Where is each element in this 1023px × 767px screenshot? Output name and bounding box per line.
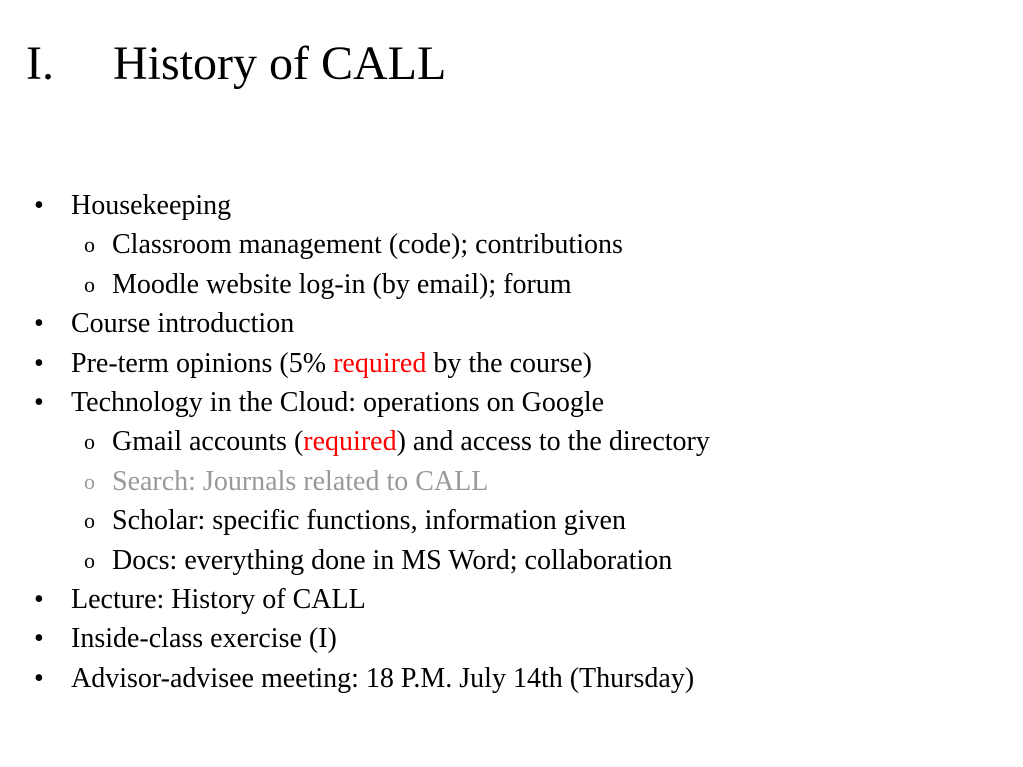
text-run: Course introduction xyxy=(71,308,295,340)
bullet-marker: • xyxy=(34,583,44,615)
emphasis-text: required xyxy=(303,426,397,458)
text-run: ) and access to the directory xyxy=(396,426,710,458)
bullet-item xyxy=(0,580,1023,619)
bullet-item xyxy=(0,659,1023,698)
item-text xyxy=(112,541,672,580)
title-text: History of CALL xyxy=(113,37,447,90)
text-run: Technology in the Cloud: operations on Google xyxy=(71,386,605,418)
sub-bullet-item xyxy=(0,225,1023,264)
item-text xyxy=(71,659,694,698)
agenda-list xyxy=(0,186,1023,698)
sub-bullet-marker: o xyxy=(84,429,95,455)
item-text xyxy=(71,304,294,343)
sub-bullet-item xyxy=(0,541,1023,580)
text-run: Search: Journals related to CALL xyxy=(112,465,489,497)
bullet-marker: • xyxy=(34,623,44,655)
item-text xyxy=(71,383,604,422)
sub-bullet-marker: o xyxy=(84,232,95,258)
item-text xyxy=(112,265,572,304)
sub-bullet-item xyxy=(0,462,1023,501)
bullet-marker: • xyxy=(34,308,44,340)
item-text xyxy=(71,344,592,383)
text-run: Inside-class exercise (I) xyxy=(71,623,337,655)
text-run: Classroom management (code); contributions xyxy=(112,229,623,261)
item-text xyxy=(71,619,337,658)
title-number: I. xyxy=(26,37,54,90)
text-run: Housekeeping xyxy=(71,190,232,221)
text-run: Lecture: History of CALL xyxy=(71,583,366,615)
bullet-item xyxy=(0,383,1023,422)
text-run: Scholar: specific functions, information given xyxy=(112,505,626,537)
bullet-marker: • xyxy=(34,190,44,221)
slide-title xyxy=(26,34,446,94)
bullet-item xyxy=(0,186,1023,225)
text-run: Pre-term opinions (5% xyxy=(71,347,334,379)
bullet-item xyxy=(0,304,1023,343)
item-text xyxy=(112,462,488,501)
sub-bullet-item xyxy=(0,501,1023,540)
text-run: Advisor-advisee meeting: 18 P.M. July 14th (Thursday) xyxy=(71,662,695,694)
bullet-item xyxy=(0,619,1023,658)
item-text xyxy=(112,225,623,264)
item-text xyxy=(71,580,366,619)
bullet-item xyxy=(0,344,1023,383)
text-run: Docs: everything done in MS Word; collaboration xyxy=(112,544,673,576)
sub-bullet-item xyxy=(0,265,1023,304)
bullet-marker: • xyxy=(34,347,44,379)
sub-bullet-item xyxy=(0,422,1023,461)
emphasis-text: required xyxy=(333,347,427,379)
item-text xyxy=(71,186,231,225)
text-run: Gmail accounts ( xyxy=(112,426,304,458)
bullet-marker: • xyxy=(34,386,44,418)
item-text xyxy=(112,501,626,540)
sub-bullet-marker: o xyxy=(84,508,95,534)
text-run: Moodle website log-in (by email); forum xyxy=(112,268,572,300)
sub-bullet-marker: o xyxy=(84,468,95,494)
text-run: by the course) xyxy=(426,347,592,379)
bullet-marker: • xyxy=(34,662,44,694)
item-text xyxy=(112,422,710,461)
sub-bullet-marker: o xyxy=(84,547,95,573)
sub-bullet-marker: o xyxy=(84,271,95,297)
